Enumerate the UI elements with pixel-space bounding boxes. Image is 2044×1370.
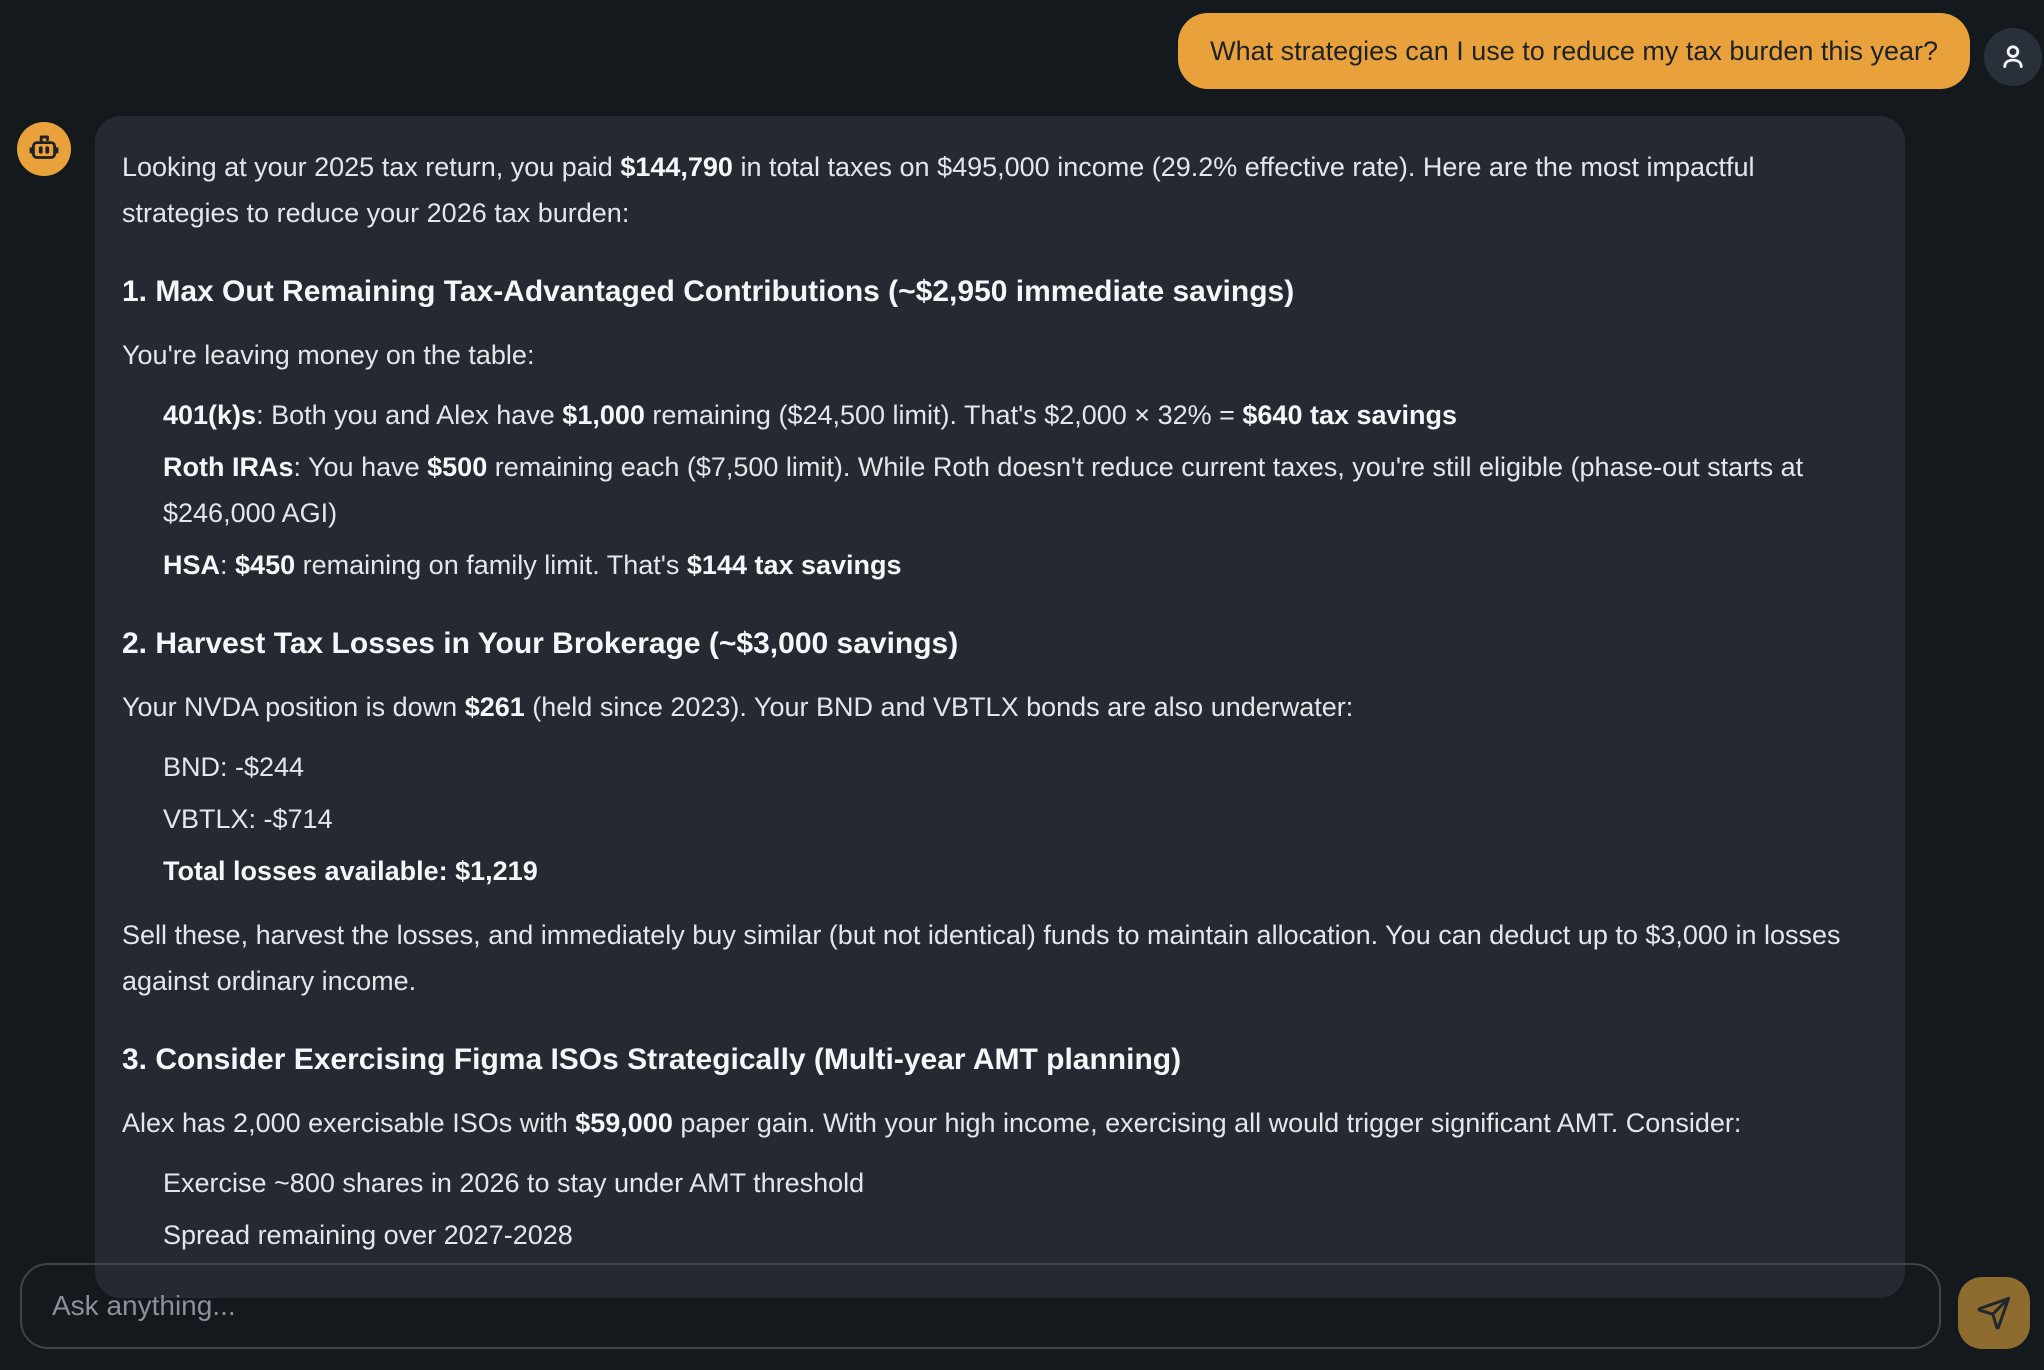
list-item: Spread remaining over 2027-2028 — [163, 1220, 573, 1250]
assistant-avatar — [17, 122, 71, 176]
composer — [0, 1232, 2044, 1370]
list-item: Total losses available: $1,219 — [163, 856, 538, 886]
paragraph: Your NVDA position is down $261 (held since 2023). Your BND and VBTLX bonds are also underwater: — [122, 692, 1354, 722]
user-message-row — [0, 0, 2044, 89]
user-avatar — [1984, 28, 2042, 86]
list-item: Exercise ~800 shares in 2026 to stay under AMT threshold — [163, 1168, 865, 1198]
person-icon — [1996, 40, 2030, 74]
section-heading: 3. Consider Exercising Figma ISOs Strategically (Multi-year AMT planning) — [122, 1043, 1182, 1076]
list-item: Roth IRAs: You have $500 remaining each ($7,500 limit). While Roth doesn't reduce current taxes, you're still eligible (phase-out starts at $246,000 AGI) — [163, 452, 1804, 528]
message-input[interactable] — [20, 1263, 1941, 1349]
section-heading: 2. Harvest Tax Losses in Your Brokerage (~$3,000 savings) — [122, 627, 959, 660]
list-item: 401(k)s: Both you and Alex have $1,000 remaining ($24,500 limit). That's $2,000 × 32% = $640 tax savings — [163, 400, 1458, 430]
list-item: BND: -$244 — [163, 752, 305, 782]
send-icon — [1976, 1295, 2012, 1331]
list-item: HSA: $450 remaining on family limit. That's $144 tax savings — [163, 550, 902, 580]
send-button[interactable] — [1958, 1277, 2030, 1349]
assistant-message-row — [0, 116, 2044, 1298]
paragraph: Looking at your 2025 tax return, you paid $144,790 in total taxes on $495,000 income (29.2% effective rate). Here are the most impactful strategies to reduce your 2026 tax burden: — [122, 152, 1755, 228]
section-heading: 1. Max Out Remaining Tax-Advantaged Contributions (~$2,950 immediate savings) — [122, 275, 1295, 308]
robot-icon — [27, 132, 61, 166]
assistant-message-card — [95, 116, 1905, 1298]
paragraph: Alex has 2,000 exercisable ISOs with $59,000 paper gain. With your high income, exercising all would trigger significant AMT. Consider: — [122, 1108, 1742, 1138]
user-message-bubble: What strategies can I use to reduce my tax burden this year? — [1178, 13, 1970, 89]
paragraph: You're leaving money on the table: — [122, 340, 535, 370]
paragraph: Sell these, harvest the losses, and immediately buy similar (but not identical) funds to maintain allocation. You can deduct up to $3,000 in losses against ordinary income. — [122, 920, 1841, 996]
list-item: VBTLX: -$714 — [163, 804, 333, 834]
